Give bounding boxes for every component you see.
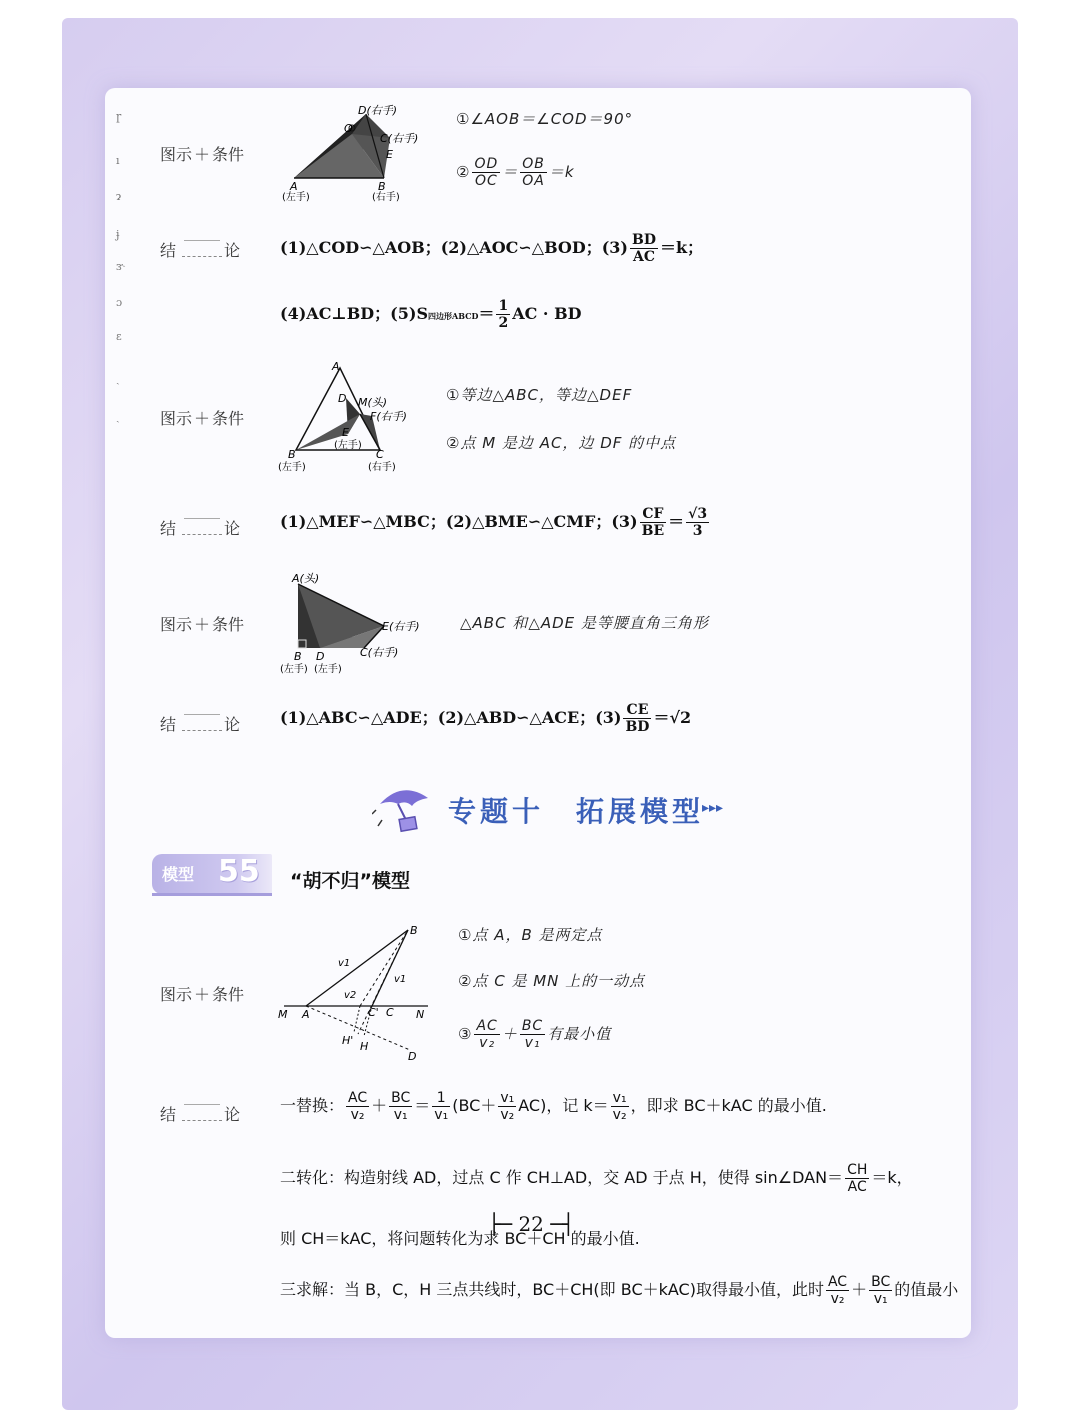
figure-condition-label-3: 图示 ＋ 条件 [160,615,245,634]
label-v2: v2 [344,990,357,1001]
s1-condition-2: ② $\frac{OD}{OC}$ ＝ $\frac{OB}{OA}$ ＝k [456,156,575,189]
figure-condition-label-1: 图示 ＋ 条件 [160,145,245,164]
figure-4 [276,920,436,1066]
s3-conclusion: (1)△ABC∽△ADE；(2)△ABD∽△ACE；(3) $\frac{CE}{BD}$ ＝√2 [280,702,692,735]
point-O: O [344,122,353,135]
point-C-prime: C' [368,1006,379,1019]
s1-conclusion-line2: (4)AC⊥BD；(5)S四边形ABCD＝ $\frac{1}{2}$ AC · BD [280,298,582,331]
figure-condition-label-2: 图示 ＋ 条件 [160,409,245,428]
conclusion-label-4: 结 论 [160,1105,241,1124]
point-E: E [342,426,349,439]
label-v1-a: v1 [338,958,351,969]
s3-condition: △ABC 和△ADE 是等腰直角三角形 [460,614,709,632]
figure-1 [280,100,440,206]
s2-conclusion: (1)△MEF∽△MBC；(2)△BME∽△CMF；(3) $\frac{CF}{BE}$ ＝ $\frac{√3}{3}$ [280,506,708,539]
point-D: D(右手) [358,104,398,117]
model-badge-underline [152,893,272,896]
point-E-hand: (左手) [334,440,362,451]
s4-condition-2: ②点 C 是 MN 上的一动点 [458,972,646,990]
point-M: M [278,1008,288,1021]
point-D-hand: (左手) [314,664,342,675]
s4-condition-1: ①点 A，B 是两定点 [458,926,603,944]
point-A: A [290,180,298,193]
s4-condition-3: ③ $\frac{AC}{\text{v₂}}$ ＋ $\frac{BC}{\text{v₁}}$ 有最小值 [458,1018,612,1051]
point-B: B [288,448,296,461]
point-D: D [338,392,347,405]
point-N: N [416,1008,425,1021]
topic-title: 专题十 拓展模型 [448,795,705,828]
point-B: B [410,924,418,937]
model-badge-word: 模型 [162,865,195,884]
point-C: C [376,448,384,461]
s4-conclusion-1: 一替换： $\frac{AC}{\text{v₂}}$ ＋ $\frac{BC}{\text{v₁}}$ ＝ $\frac{1}{\text{v₁}}$ (BC＋ $\frac{\text{v₁}}{\text{v₂}}$ AC)，记 k＝ $\frac{\text{v₁}}{\text{v₂}}$ ，即求 BC＋kAC 的最小值. [280,1090,827,1123]
figure-3 [278,570,438,676]
point-E: E(右手) [382,620,420,633]
point-M: M(头) [358,396,388,409]
point-B: B [294,650,302,663]
model-badge [152,854,272,894]
label-v1-b: v1 [394,974,407,985]
point-C: C [386,1006,394,1019]
point-A-hand: (左手) [282,192,310,203]
point-C: C(右手) [380,132,419,145]
s1-conclusion-line1: (1)△COD∽△AOB；(2)△AOC∽△BOD；(3) $\frac{BD}{AC}$ ＝k； [280,232,704,265]
margin-marks: ɼ ı ɂ ɉ ɝ ɔ ɛ ˎ ˏ [116,110,125,423]
s2-condition-2: ②点 M 是边 AC，边 DF 的中点 [446,434,677,452]
point-C-hand: (右手) [368,462,396,473]
conclusion-label-2: 结 论 [160,519,241,538]
figure-condition-label-4: 图示 ＋ 条件 [160,985,245,1004]
page-number: ├─ 22 ─┤ [488,1212,575,1236]
s4-conclusion-2: 二转化：构造射线 AD，过点 C 作 CH⊥AD，交 AD 于点 H，使得 sin∠DAN＝ $\frac{CH}{AC}$ ＝k， [280,1162,913,1195]
point-E: E [386,148,393,161]
s4-conclusion-4: 三求解：当 B，C，H 三点共线时，BC＋CH(即 BC＋kAC)取得最小值，此时 $\frac{AC}{\text{v₂}}$ ＋ $\frac{BC}{\text{v₁}}$ 的值最小 [280,1274,959,1307]
point-F: F(右手) [370,410,407,423]
point-H: H [360,1040,369,1053]
point-B-hand: (左手) [280,664,308,675]
point-H-prime: H' [342,1034,354,1047]
point-D: D [316,650,325,663]
point-A: A(头) [292,572,320,585]
conclusion-label-3: 结 论 [160,715,241,734]
model-badge-number: 55 [218,854,260,889]
point-D: D [408,1050,417,1063]
point-B: B [378,180,386,193]
point-B-hand: (右手) [372,192,400,203]
point-B-hand: (左手) [278,462,306,473]
model-name: “胡不归”模型 [290,870,410,892]
s4-conclusion-3: 则 CH＝kAC，将问题转化为求 BC＋CH 的最小值. [280,1229,640,1248]
umbrella-icon [372,780,436,838]
s1-condition-1: ①∠AOB＝∠COD＝90° [456,110,634,128]
figure-2 [276,358,426,476]
point-A: A [332,360,340,373]
point-C: C(右手) [360,646,399,659]
point-A: A [302,1008,310,1021]
topic-arrows: ▸▸▸ [702,800,724,816]
s2-condition-1: ①等边△ABC，等边△DEF [446,386,633,404]
conclusion-label-1: 结 论 [160,241,241,260]
